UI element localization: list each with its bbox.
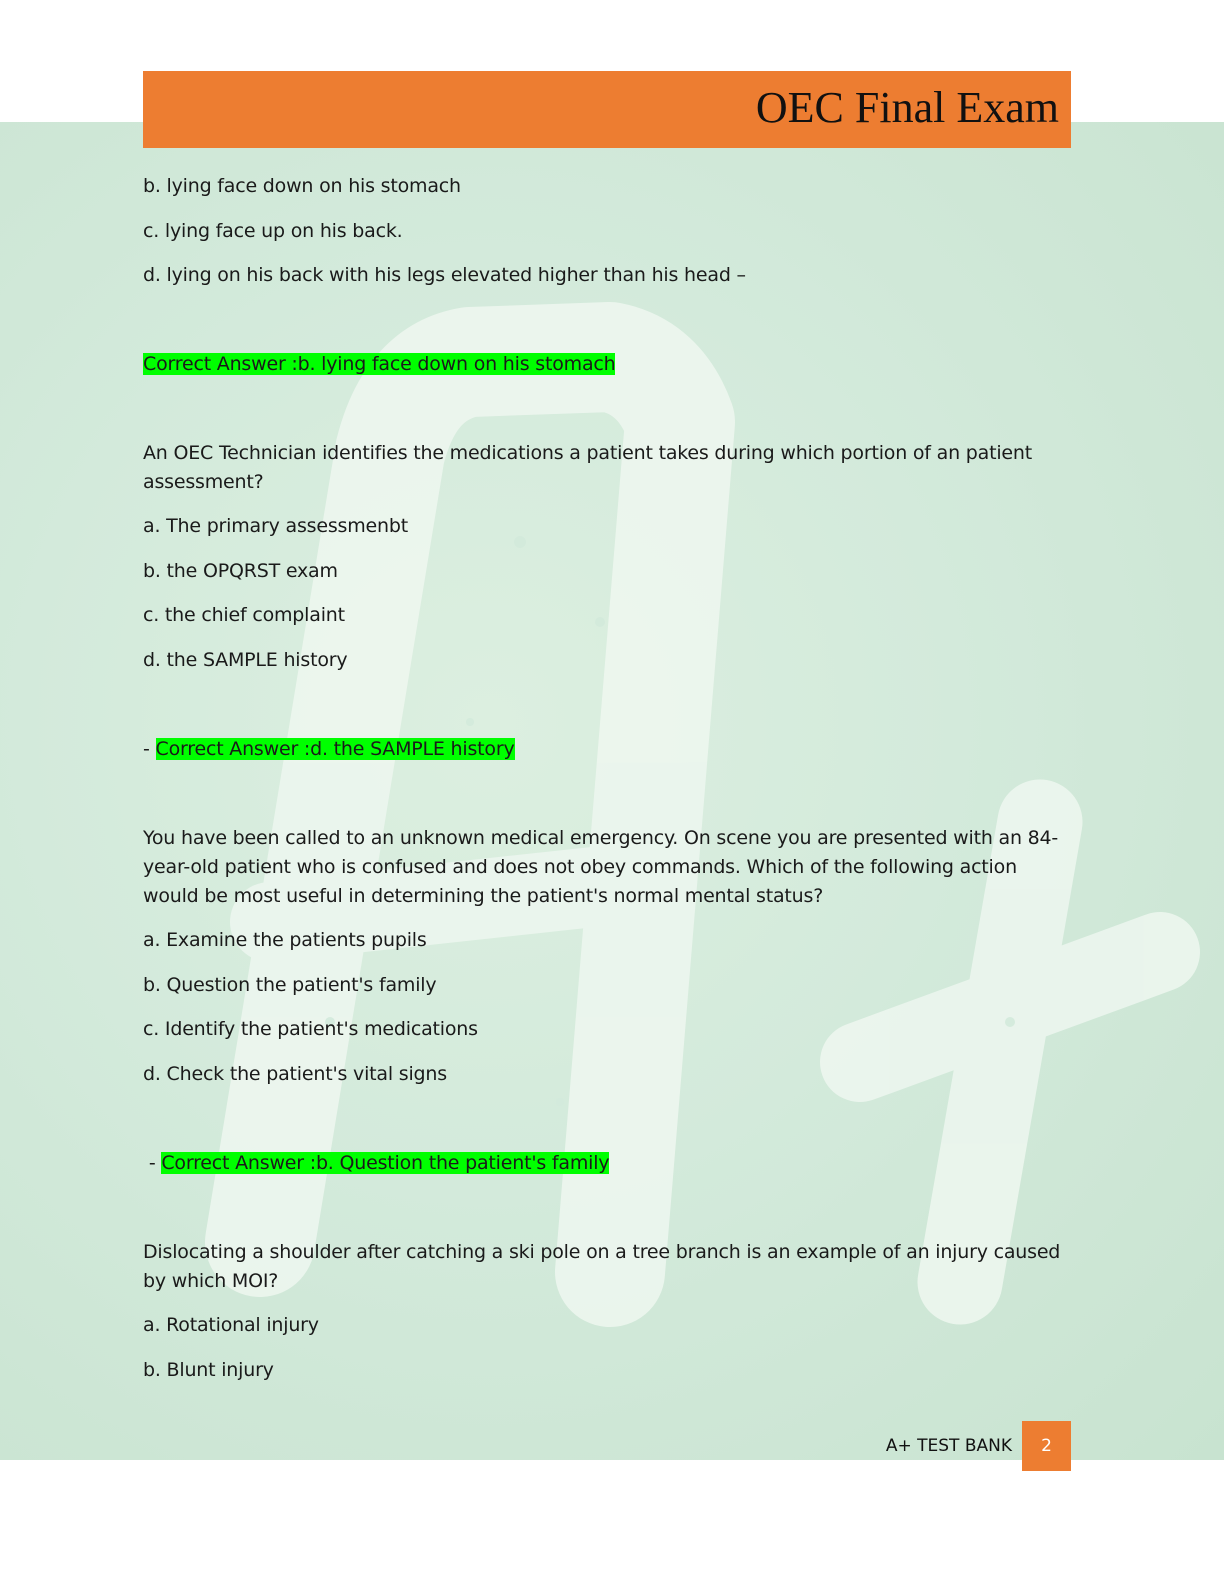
q4-question: Dislocating a shoulder after catching a ski pole on a tree branch is an example of an injury caused by which MOI?: [143, 1241, 1061, 1292]
q2-answer-highlight: Correct Answer :d. the SAMPLE history: [155, 738, 515, 760]
footer-label: A+ TEST BANK: [885, 1436, 1012, 1456]
q2-option-b: b. the OPQRST exam: [143, 560, 338, 582]
q3-option-c: c. Identify the patient's medications: [143, 1018, 478, 1040]
q1-option-b: b. lying face down on his stomach: [143, 175, 461, 197]
q4-option-b: b. Blunt injury: [143, 1359, 274, 1381]
q3-answer-prefix: -: [143, 1152, 162, 1174]
header-bar: [143, 71, 1071, 148]
q1-option-c: c. lying face up on his back.: [143, 220, 403, 242]
q2-question: An OEC Technician identifies the medications a patient takes during which portion of an patient assessment?: [143, 442, 1032, 493]
q3-option-d: d. Check the patient's vital signs: [143, 1063, 447, 1085]
q2-option-d: d. the SAMPLE history: [143, 649, 348, 671]
q1-answer-highlight: Correct Answer :b. lying face down on his stomach: [143, 353, 616, 375]
page-title: OEC Final Exam: [755, 83, 1059, 132]
q2-answer: [143, 735, 515, 764]
q3-answer-highlight: Correct Answer :b. Question the patient's family: [161, 1152, 610, 1174]
q2-option-c: c. the chief complaint: [143, 604, 345, 626]
q1-answer: [143, 350, 615, 379]
q4-option-a: a. Rotational injury: [143, 1314, 319, 1336]
q3-question: You have been called to an unknown medical emergency. On scene you are presented with an 84-year-old patient who is confused and does not obey commands. Which of the following action would be most useful in determining the patient's normal mental status?: [143, 827, 1059, 907]
q3-answer: [143, 1149, 609, 1178]
q1-option-d: d. lying on his back with his legs elevated higher than his head –: [143, 264, 746, 286]
q2-option-a: a. The primary assessmenbt: [143, 515, 408, 537]
q2-answer-prefix: -: [143, 738, 156, 760]
page-number: 2: [1022, 1421, 1071, 1471]
q3-option-b: b. Question the patient's family: [143, 974, 437, 996]
q3-option-a: a. Examine the patients pupils: [143, 929, 427, 951]
